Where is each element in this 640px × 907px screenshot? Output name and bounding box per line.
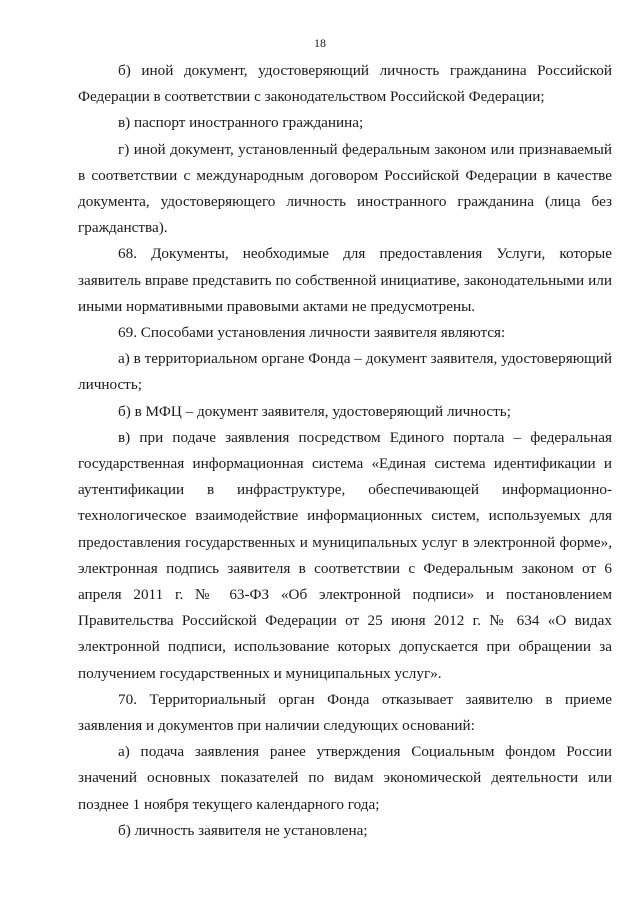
paragraph-70-b: б) личность заявителя не установлена; [118, 821, 368, 839]
paragraph-69-b: б) в МФЦ – документ заявителя, удостоверяющий личность; [118, 402, 511, 420]
document-body [78, 58, 612, 844]
paragraph-69: 69. Способами установления личности заявителя являются: [118, 324, 506, 342]
paragraph-69-v: в) при подаче заявления посредством Единого портала – федеральная государственная информационная система «Единая система идентификации и аутентификации в инфраструктуре, обеспечивающей информационно-технологическое взаимодействие информационных систем, используемых для предоставления государственных и муниципальных услуг в электронной форме», электронная подпись заявителя в соответствии с Федеральным законом от 6 апреля 2011 г. № 63-ФЗ «Об электронной подписи» и постановлением Правительства Российской Федерации от 25 июня 2012 г. № 634 «О видах электронной подписи, использование которых допускается при обращении за получением государственных и муниципальных услуг». [78, 428, 612, 682]
paragraph-68: 68. Документы, необходимые для предоставления Услуги, которые заявитель вправе представить по собственной инициативе, законодательными или иными нормативными правовыми актами не предусмотрены. [78, 245, 612, 315]
paragraph-70: 70. Территориальный орган Фонда отказывает заявителю в приеме заявления и документов при наличии следующих оснований: [78, 690, 612, 735]
paragraph-foreign-passport: в) паспорт иностранного гражданина; [118, 114, 364, 132]
page-number: 18 [314, 36, 326, 50]
paragraph-70-a: а) подача заявления ранее утверждения Социальным фондом России значений основных показателей по видам экономической деятельности или позднее 1 ноября текущего календарного года; [78, 743, 612, 813]
paragraph-identity-doc-rf: б) иной документ, удостоверяющий личность гражданина Российской Федерации в соответствии с законодательством Российской Федерации; [78, 62, 612, 106]
paragraph-other-foreign-doc: г) иной документ, установленный федеральным законом или признаваемый в соответствии с международным договором Российской Федерации в качестве документа, удостоверяющего личность иностранного гражданина (лица без гражданства). [78, 140, 612, 237]
paragraph-69-a: а) в территориальном органе Фонда – документ заявителя, удостоверяющий личность; [78, 350, 612, 394]
